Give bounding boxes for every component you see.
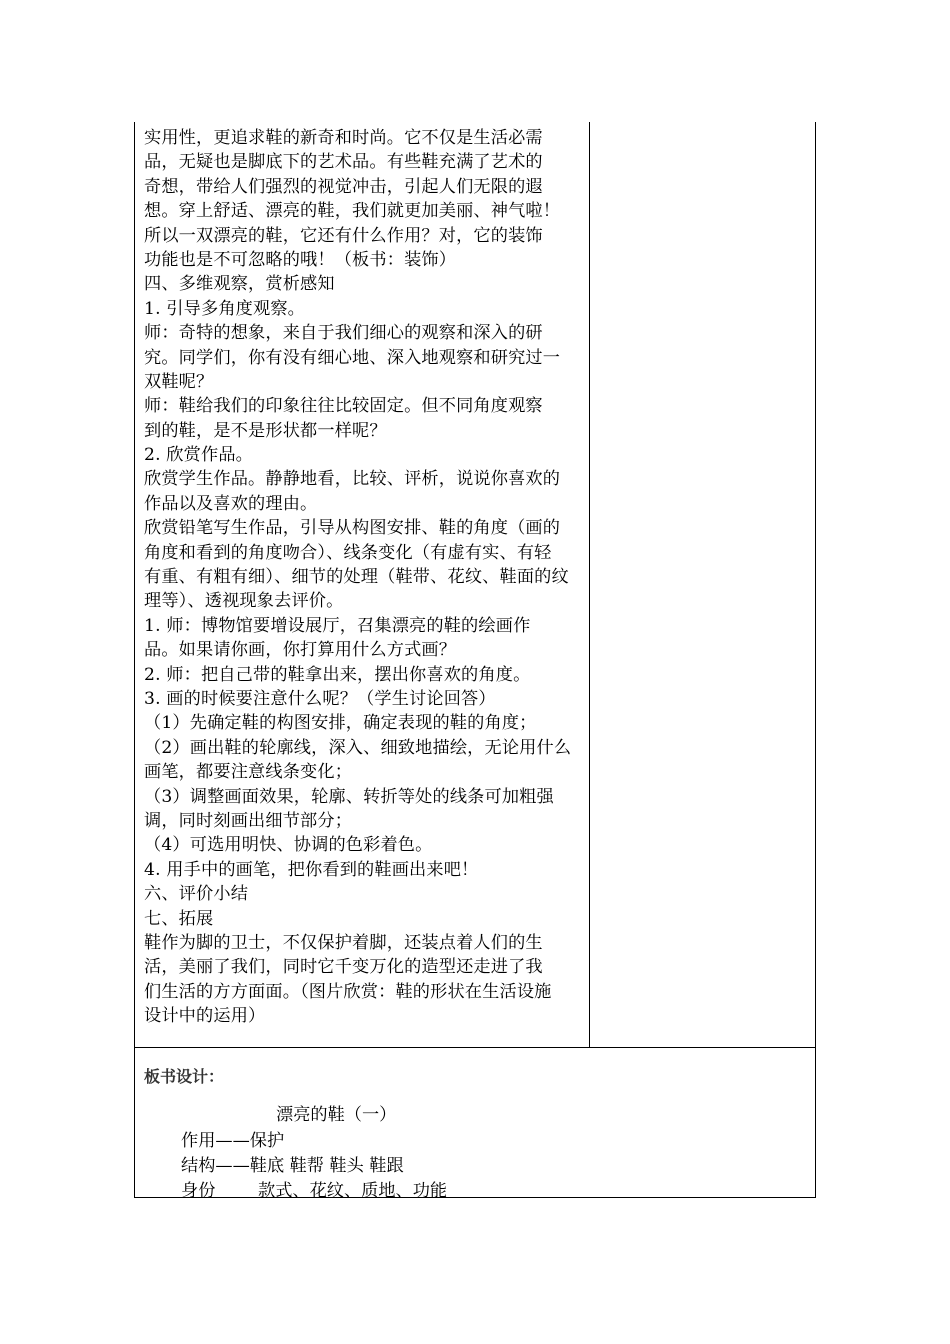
lesson-line: （1）先确定鞋的构图安排，确定表现的鞋的角度； [144,713,537,734]
board-title: 漂亮的鞋（一） [276,1105,397,1125]
board-row-structure: 结构——鞋底 鞋帮 鞋头 鞋跟 [181,1156,404,1176]
lesson-line: 理等）、透视现象去评价。 [144,591,344,612]
lesson-line: 活，美丽了我们，同时它千变万化的造型还走进了我 [144,957,543,978]
lesson-line: 欣赏铅笔写生作品，引导从构图安排、鞋的角度（画的 [144,518,561,539]
board-row-identity-label: 身份 [181,1181,216,1201]
lesson-line: 想。穿上舒适、漂亮的鞋，我们就更加美丽、神气啦！ [144,201,561,222]
row-divider [134,1047,816,1048]
lesson-line: 欣赏学生作品。静静地看，比较、评析，说说你喜欢的 [144,469,561,490]
lesson-line: 品。如果请你画，你打算用什么方式画？ [144,640,457,661]
lesson-line: 2. 师：把自己带的鞋拿出来，摆出你喜欢的角度。 [144,664,531,685]
lesson-line: 四、多维观察，赏析感知 [144,274,335,295]
column-divider [589,122,590,1048]
table-left-border [134,122,135,1198]
lesson-line: 作品以及喜欢的理由。 [144,493,318,514]
lesson-line: 到的鞋，是不是形状都一样呢？ [144,420,387,441]
lesson-content [144,126,584,1028]
lesson-line: 角度和看到的角度吻合）、线条变化（有虚有实、有轻 [144,542,552,563]
lesson-line: 实用性，更追求鞋的新奇和时尚。它不仅是生活必需 [144,128,543,148]
lesson-line: 设计中的运用） [144,1006,266,1027]
lesson-line: （4）可选用明快、协调的色彩着色。 [144,835,433,856]
lesson-line: 师：鞋给我们的印象往往比较固定。但不同角度观察 [144,396,543,417]
lesson-line: 七、拓展 [144,908,214,929]
lesson-line: 功能也是不可忽略的哦！（板书：装饰） [144,249,457,270]
lesson-line: 所以一双漂亮的鞋，它还有什么作用？对，它的装饰 [144,225,543,246]
lesson-line: （3）调整画面效果，轮廓、转折等处的线条可加粗强 [144,786,554,807]
lesson-line: 画笔，都要注意线条变化； [144,762,353,783]
table-right-border [815,122,816,1198]
board-row-function: 作用——保护 [181,1131,285,1151]
lesson-line: 奇想，带给人们强烈的视觉冲击，引起人们无限的遐 [144,176,543,197]
lesson-line: 鞋作为脚的卫士，不仅保护着脚，还装点着人们的生 [144,932,543,953]
lesson-line: 双鞋呢？ [144,371,214,392]
lesson-line: 六、评价小结 [144,884,249,905]
lesson-line: 4. 用手中的画笔，把你看到的鞋画出来吧！ [144,859,479,880]
lesson-line: 3. 画的时候要注意什么呢？（学生讨论回答） [144,688,496,709]
lesson-line: 品，无疑也是脚底下的艺术品。有些鞋充满了艺术的 [144,152,543,173]
lesson-line: 师：奇特的想象，来自于我们细心的观察和深入的研 [144,323,543,344]
board-row-identity-value: 款式、花纹、质地、功能 [258,1181,448,1201]
lesson-line: （2）画出鞋的轮廓线，深入、细致地描绘，无论用什么 [144,737,572,758]
lesson-line: 2. 欣赏作品。 [144,445,253,466]
table-bottom-border [134,1197,816,1198]
lesson-line: 1. 师：博物馆要增设展厅，召集漂亮的鞋的绘画作 [144,615,531,636]
lesson-line: 有重、有粗有细）、细节的处理（鞋带、花纹、鞋面的纹 [144,567,569,588]
lesson-line: 们生活的方方面面。（图片欣赏：鞋的形状在生活设施 [144,981,552,1002]
lesson-line: 1. 引导多角度观察。 [144,298,306,319]
lesson-line: 究。同学们，你有没有细心地、深入地观察和研究过一 [144,347,561,368]
lesson-line: 调，同时刻画出细节部分； [144,810,353,831]
board-design-label: 板书设计： [144,1067,225,1086]
